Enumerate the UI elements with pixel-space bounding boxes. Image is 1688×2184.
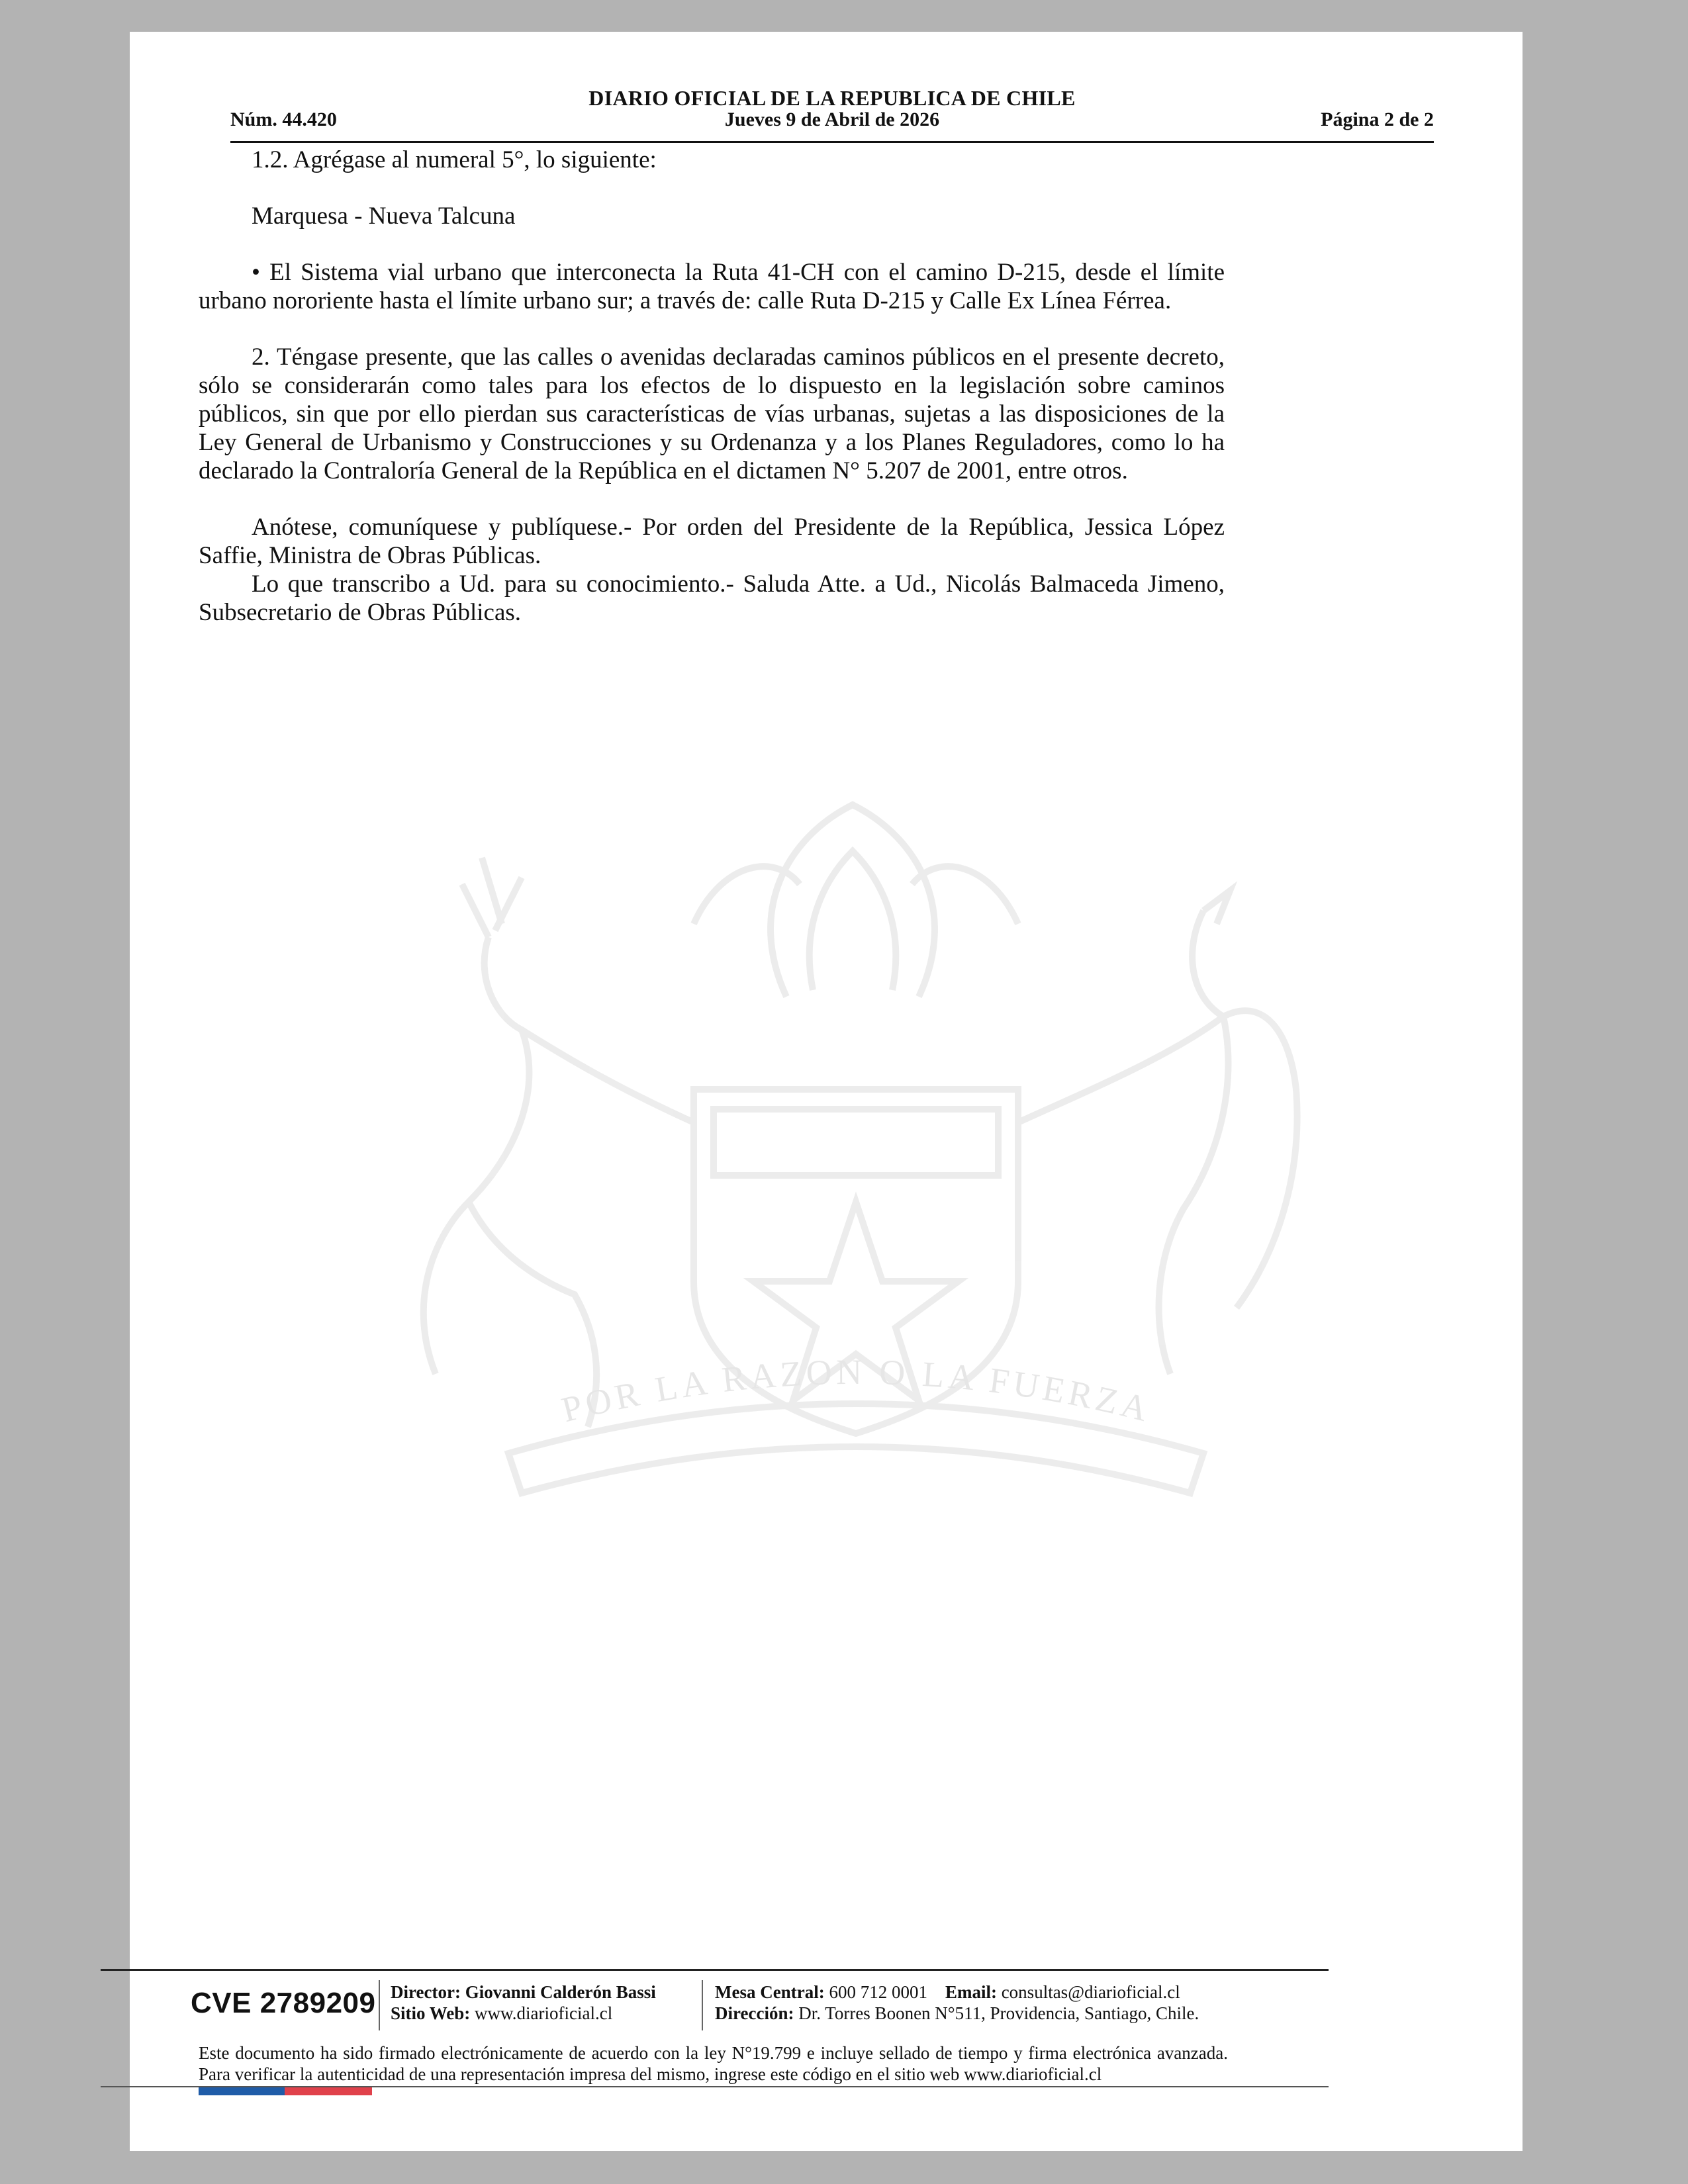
footer-contact-block (715, 1981, 1199, 2024)
signature-note: Este documento ha sido firmado electrónicamente de acuerdo con la ley N°19.799 e incluye sellado de tiempo y firma electrónica avanzada. Para verificar la autenticidad de una representación impresa del mismo, ingrese este código en el sitio web www.diarioficial.cl (199, 2043, 1228, 2084)
website-link[interactable]: www.diarioficial.cl (475, 2003, 613, 2023)
document-body (199, 146, 1225, 627)
publication-title: DIARIO OFICIAL DE LA REPUBLICA DE CHILE (588, 86, 1076, 110)
paragraph-6: Lo que transcribo a Ud. para su conocimiento.- Saluda Atte. a Ud., Nicolás Balmaceda Jimeno, Subsecretario de Obras Públicas. (199, 570, 1225, 626)
director-name: Giovanni Calderón Bassi (465, 1982, 656, 2002)
address-label: Dirección: (715, 2003, 794, 2023)
phone-number: 600 712 0001 (829, 1982, 927, 2002)
website-label: Sitio Web: (391, 2003, 471, 2023)
footer-separator (379, 1980, 380, 2030)
paragraph-2: Marquesa - Nueva Talcuna (252, 203, 516, 230)
motto-text: POR LA RAZON O LA FUERZA (557, 1351, 1156, 1430)
header-divider (230, 141, 1434, 143)
footer-divider (101, 1969, 1329, 1971)
paragraph-5: Anótese, comuníquese y publíquese.- Por orden del Presidente de la República, Jessica López Saffie, Ministra de Obras Públicas. (199, 514, 1225, 569)
footer-separator (702, 1980, 703, 2030)
footer-director-block (391, 1981, 656, 2024)
svg-text:POR LA RAZON O LA FUERZA (557, 1352, 1155, 1430)
paragraph-1: 1.2. Agrégase al numeral 5°, lo siguiente: (252, 146, 657, 173)
director-label: Director: (391, 1982, 461, 2002)
issue-date: Jueves 9 de Abril de 2026 (724, 109, 940, 130)
address-text: Dr. Torres Boonen N°511, Providencia, Santiago, Chile. (798, 2003, 1199, 2023)
issue-number: Núm. 44.420 (230, 109, 337, 130)
phone-label: Mesa Central: (715, 1982, 825, 2002)
flag-bar-blue (199, 2087, 285, 2095)
paragraph-4: 2. Téngase presente, que las calles o avenidas declaradas caminos públicos en el presente decreto, sólo se considerarán como tales para los efectos de lo dispuesto en la legislación sobre caminos públicos, sin que por ello pierdan sus características de vías urbanas, sujetas a las disposiciones de la Ley General de Urbanismo y Construcciones y su Ordenanza y a los Planes Reguladores, como lo ha declarado la Contraloría General de la República en el dictamen N° 5.207 de 2001, entre otros. (199, 343, 1225, 484)
flag-bar-red (285, 2087, 372, 2095)
email-link[interactable]: consultas@diarioficial.cl (1001, 1982, 1180, 2002)
page-indicator: Página 2 de 2 (1321, 109, 1434, 130)
paragraph-3: • El Sistema vial urbano que interconecta la Ruta 41-CH con el camino D-215, desde el límite urbano nororiente hasta el límite urbano sur; a través de: calle Ruta D-215 y Calle Ex Línea Férrea. (199, 259, 1225, 314)
coat-of-arms-icon (323, 778, 1390, 1559)
email-label: Email: (945, 1982, 997, 2002)
cve-code: CVE 2789209 (191, 1987, 376, 2019)
